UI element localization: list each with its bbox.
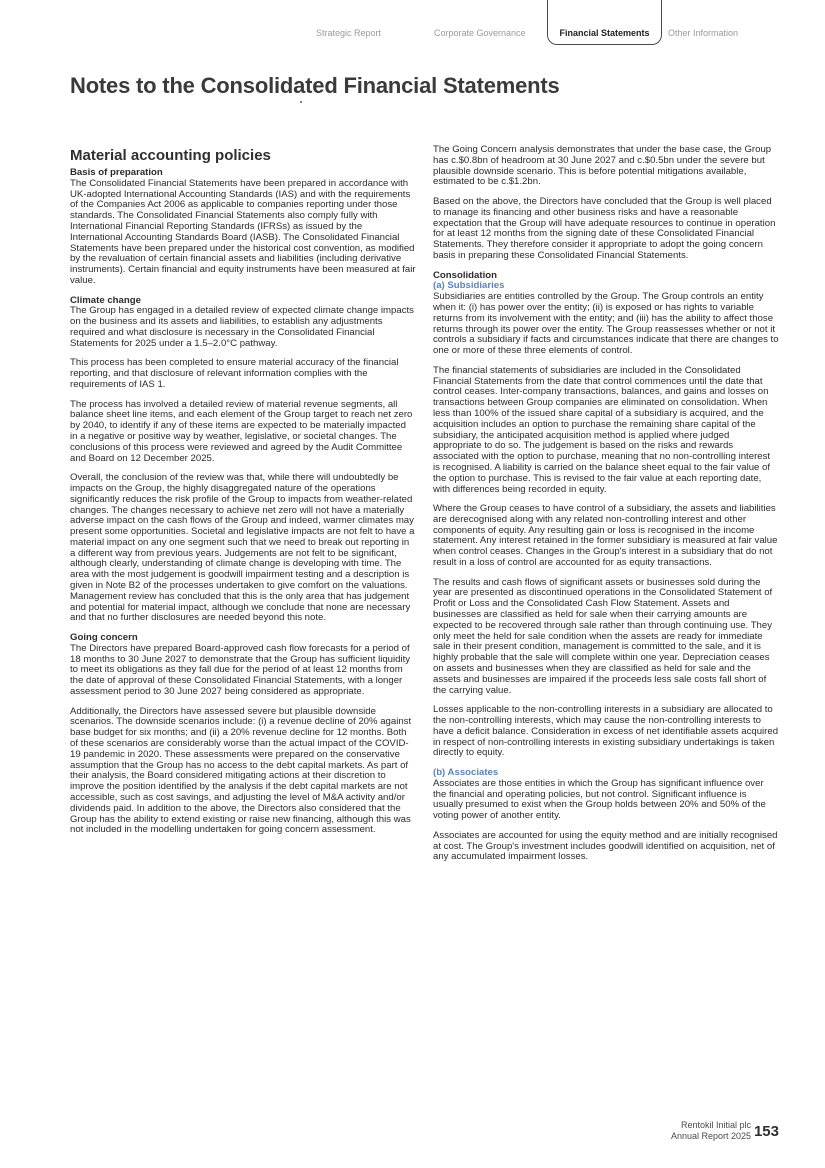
climate-paragraph-2: This process has been completed to ensure material accuracy of the financial reporting, and that disclosure of relevant information complies with the requirements of IAS 1. <box>70 357 399 390</box>
going-concern-paragraph-3: The Going Concern analysis demonstrates that under the base case, the Group has c.$0.8bn of headroom at 30 June 2027 and c.$0.5bn under the severe but plausible downside scenario. This is before potential mitigations available, estimated to be c.$1.2bn. <box>433 144 772 188</box>
associates-paragraph-2: Associates are accounted for using the equity method and are initially recognised at cost. The Group's investment includes goodwill identified on acquisition, net of any accumulated impairment losses. <box>433 829 778 863</box>
basis-of-preparation-block <box>70 168 416 287</box>
climate-heading: Climate change <box>70 294 141 306</box>
tab-strategic-report[interactable]: Strategic Report <box>316 28 382 38</box>
climate-paragraph-1: The Group has engaged in a detailed review of expected climate change impacts on the business and its assets and liabilities, to establish any adjustments required and what disclosure is necessary in the Consolidated Financial Statements for 2025 under a 1.5–2.0°C pathway. <box>70 305 414 349</box>
page-footer <box>671 1120 779 1142</box>
associates-paragraph-1: Associates are those entities in which the Group has significant influence over the financial and operating policies, but not control. Significant influence is usually presumed to exist when the Group holds between 20% and 50% of the voting power of another entity. <box>433 777 766 822</box>
associates-heading: (b) Associates <box>433 767 499 779</box>
basis-heading: Basis of preparation <box>70 167 163 178</box>
decorative-dot <box>300 101 302 103</box>
subsidiaries-paragraph-4: The results and cash flows of significant assets or businesses sold during the year are presented as discontinued operations in the Consolidated Statement of Profit or Loss and the Consolidated Cash Flow Statement. Assets and businesses are classified as held for sale when their carrying amounts are expected to be recovered through sale rather than through continuing use. They only meet the held for sale condition when the assets are ready for immediate sale in their present condition, management is committed to the sale, and it is highly probable that the sale will complete within one year. Depreciation ceases on assets and businesses when they are classified as held for sale and the assets and businesses are impaired if the proceeds less sale costs fall short of the carrying value. <box>433 576 773 696</box>
page-title: Notes to the Consolidated Financial Statements <box>70 73 560 98</box>
section-title: Material accounting policies <box>70 147 271 164</box>
consolidation-heading: Consolidation <box>433 269 497 281</box>
going-concern-paragraph-2: Additionally, the Directors have assessed severe but plausible downside scenarios. The downside scenarios include: (i) a revenue decline of 20% against base budget for six months; and (ii) a 20% revenue decline for 12 months. Both of these scenarios are considerably worse than the actual impact of the COVID-19 pandemic in 2020. These assessments were prepared on the conservative assumption that the Group has no access to the debt capital markets. As part of their analysis, the Board considered mitigating actions at their discretion to improve the position identified by the analysis if the debt capital markets are not accessible, such as cost savings, and adjusting the level of M&A activity and/or dividends paid. In addition to the above, the Directors also considered that the Group has the ability to extend existing or raise new financing, although this was not included in the modelling undertaken for going concern assessment. <box>70 705 412 836</box>
right-column <box>433 145 779 872</box>
section-nav <box>0 0 825 46</box>
subsidiaries-paragraph-2: The financial statements of subsidiaries are included in the Consolidated Financial Statements from the date that control commences until the date that control ceases. Inter-company transactions, balances, and gains and losses on transactions between Group companies are eliminated on consolidation. When less than 100% of the issued share capital of a subsidiary is acquired, and the acquisition includes an option to purchase the remaining share capital of the subsidiary, the anticipated acquisition method is applied where judged appropriate to do so. The judgement is based on the risks and rewards associated with the option to purchase, meaning that no non-controlling interest is recognised. A liability is carried on the balance sheet equal to the fair value of the option to purchase. This is revised to the fair value at each reporting date, with differences being recorded in equity. <box>433 364 771 495</box>
subsidiaries-paragraph-5: Losses applicable to the non-controlling interests in a subsidiary are allocated to the non-controlling interests, which may cause the non-controlling interests to have a deficit balance. Consideration in excess of net identifiable assets acquired in respect of non-controlling interests in existing subsidiary undertakings is taken directly to equity. <box>433 704 779 759</box>
climate-paragraph-4: Overall, the conclusion of the review was that, while there will undoubtedly be impacts on the Group, the highly disaggregated nature of the operations significantly reduces the risk profile of the Group to impacts from weather-related changes. The changes necessary to achieve net zero will not have a materially adverse impact on the cash flows of the Group and indeed, warmer climates may present some opportunities. Societal and legislative impacts are not felt to have a material impact on any one segment such that we need to break out reporting in a different way from previous years. Judgements are not felt to be significant, although clearly, understanding of climate change is developing with time. The area with the most judgement is goodwill impairment testing and a description is given in Note B2 of the processes undertaken to give comfort on the valuations. Management review has concluded that this is the only area that has judgement and potential for material impact, although we conclude that none are necessary and that no further disclosures are needed beyond this note. <box>70 472 415 624</box>
page-number: 153 <box>753 1123 779 1140</box>
tab-financial-statements[interactable]: Financial Statements <box>547 0 662 45</box>
subsidiaries-heading: (a) Subsidiaries <box>433 280 505 292</box>
going-concern-paragraph-1: The Directors have prepared Board-approved cash flow forecasts for a period of 18 months to 30 June 2027 to demonstrate that the Group has sufficient liquidity to meet its obligations as they fall due for the period of at least 12 months from the date of approval of these Consolidated Financial Statements, with a longer assessment period to 30 June 2027 being considered as appropriate. <box>70 642 411 698</box>
footer-company: Rentokil Initial plc <box>680 1120 751 1130</box>
left-column <box>70 145 416 845</box>
basis-paragraph: The Consolidated Financial Statements have been prepared in accordance with UK-adopted International Accounting Standards (IAS) and with the requirements of the Companies Act 2006 as applicable to companies reporting under those standards. The Consolidated Financial Statements also comply fully with International Financial Reporting Standards (IFRSs) as issued by the International Accounting Standards Board (IASB). The Consolidated Financial Statements have been prepared under the historical cost convention, as modified by the revaluation of certain financial assets and liabilities (including derivative instruments). Certain financial and equity instruments have been measured at fair value. <box>70 177 416 286</box>
climate-paragraph-3: The process has involved a detailed review of material revenue segments, all balance sheet line items, and each element of the Group target to reach net zero by 2040, to identify if any of these items are expected to be materially impacted in a negative or positive way by weather, legislative, or societal changes. The conclusions of this process were reviewed and agreed by the Audit Committee and Board on 12 December 2025. <box>70 398 413 464</box>
subsidiaries-paragraph-1: Subsidiaries are entities controlled by the Group. The Group controls an entity when it: (i) has power over the entity; (ii) is exposed or has rights to variable returns from its involvement with the entity; and (iii) has the ability to affect those returns through its power over the entity. The Group reassesses whether or not it controls a subsidiary if facts and circumstances indicate that there are changes to one or more of these three elements of control. <box>433 291 779 357</box>
tab-corporate-governance[interactable]: Corporate Governance <box>434 28 526 38</box>
going-concern-heading: Going concern <box>70 632 138 644</box>
tab-other-information[interactable]: Other Information <box>668 28 739 38</box>
footer-report: Annual Report 2025 <box>670 1131 751 1141</box>
subsidiaries-paragraph-3: Where the Group ceases to have control of a subsidiary, the assets and liabilities are derecognised along with any related non-controlling interest and other components of equity. Any resulting gain or loss is recognised in the income statement. Any interest retained in the former subsidiary is measured at fair value when control ceases. Changes in the Group's interest in a subsidiary that do not result in a loss of control are accounted for as equity transactions. <box>433 503 778 569</box>
going-concern-paragraph-4: Based on the above, the Directors have concluded that the Group is well placed to manage its financing and other business risks and have a reasonable expectation that the Group will have adequate resources to continue in operation for at least 12 months from the signing date of these Consolidated Financial Statements. They therefore consider it appropriate to adopt the going concern basis in preparing these Consolidated Financial Statements. <box>433 195 776 261</box>
